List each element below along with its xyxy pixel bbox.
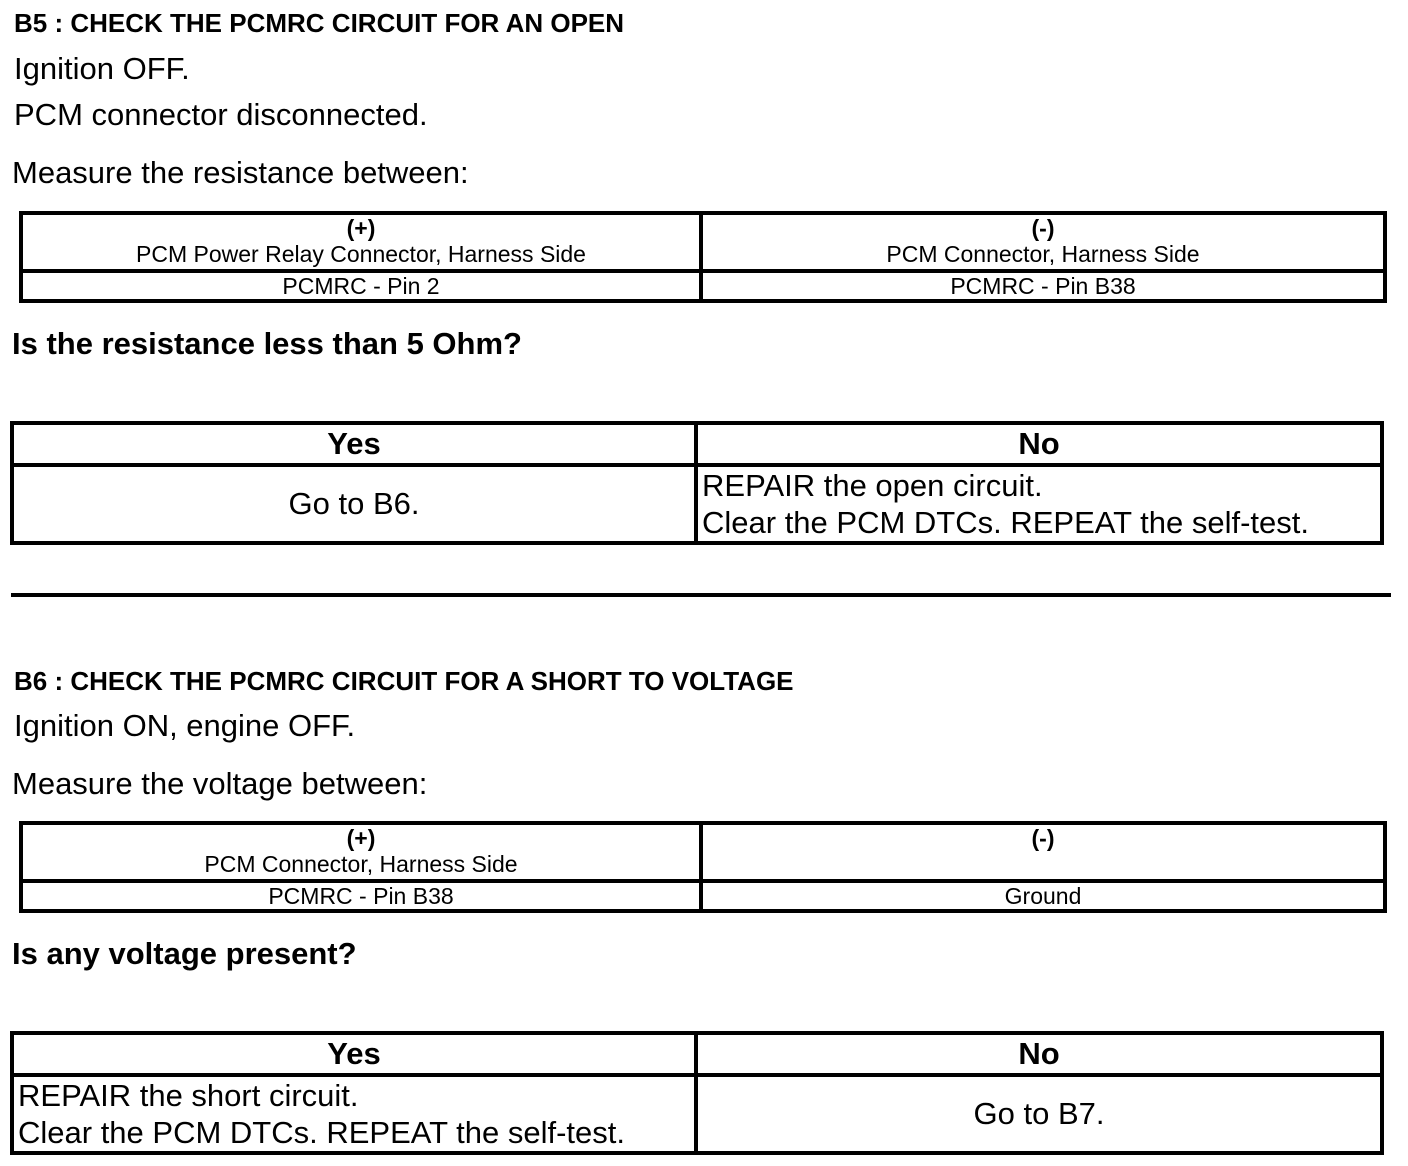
b6-yes-header: Yes [12,1033,696,1075]
b6-positive-pin: PCMRC - Pin B38 [21,881,701,911]
b5-no-action-line1: REPAIR the open circuit. [702,468,1043,503]
b5-measure-instruction: Measure the resistance between: [12,155,469,190]
b6-decision-table [10,1031,1384,1155]
b6-ignition-state: Ignition ON, engine OFF. [14,708,356,743]
section-divider [11,593,1391,597]
b5-positive-label: PCM Power Relay Connector, Harness Side [136,241,586,267]
positive-sign: (+) [346,825,376,851]
b5-no-action [696,465,1382,543]
b6-measure-instruction: Measure the voltage between: [12,766,428,801]
b5-ignition-state: Ignition OFF. [14,51,190,86]
positive-sign: (+) [346,215,376,241]
b5-negative-pin: PCMRC - Pin B38 [701,271,1385,301]
b6-question: Is any voltage present? [12,936,357,971]
negative-sign: (-) [1031,825,1055,851]
b5-yes-action: Go to B6. [12,465,696,543]
b6-no-header: No [696,1033,1382,1075]
b5-negative-label: PCM Connector, Harness Side [886,241,1200,267]
b5-connector-state: PCM connector disconnected. [14,97,428,132]
b5-no-header: No [696,423,1382,465]
b6-no-action: Go to B7. [696,1075,1382,1153]
negative-sign: (-) [1031,215,1055,241]
b5-positive-header [21,213,701,271]
b5-negative-header [701,213,1385,271]
b5-decision-table [10,421,1384,545]
b5-measurement-table [19,211,1387,303]
b6-positive-label: PCM Connector, Harness Side [204,851,518,877]
b6-negative-pin: Ground [701,881,1385,911]
b5-question: Is the resistance less than 5 Ohm? [12,326,522,361]
b6-yes-action-line1: REPAIR the short circuit. [18,1078,359,1113]
b5-yes-header: Yes [12,423,696,465]
b6-measurement-table [19,821,1387,913]
b6-yes-action-line2: Clear the PCM DTCs. REPEAT the self-test. [18,1115,625,1150]
b5-positive-pin: PCMRC - Pin 2 [21,271,701,301]
b6-negative-header [701,823,1385,881]
b5-no-action-line2: Clear the PCM DTCs. REPEAT the self-test. [702,505,1309,540]
b6-positive-header [21,823,701,881]
b6-heading: B6 : CHECK THE PCMRC CIRCUIT FOR A SHORT TO VOLTAGE [14,666,794,696]
b5-heading: B5 : CHECK THE PCMRC CIRCUIT FOR AN OPEN [14,8,625,38]
b6-yes-action [12,1075,696,1153]
